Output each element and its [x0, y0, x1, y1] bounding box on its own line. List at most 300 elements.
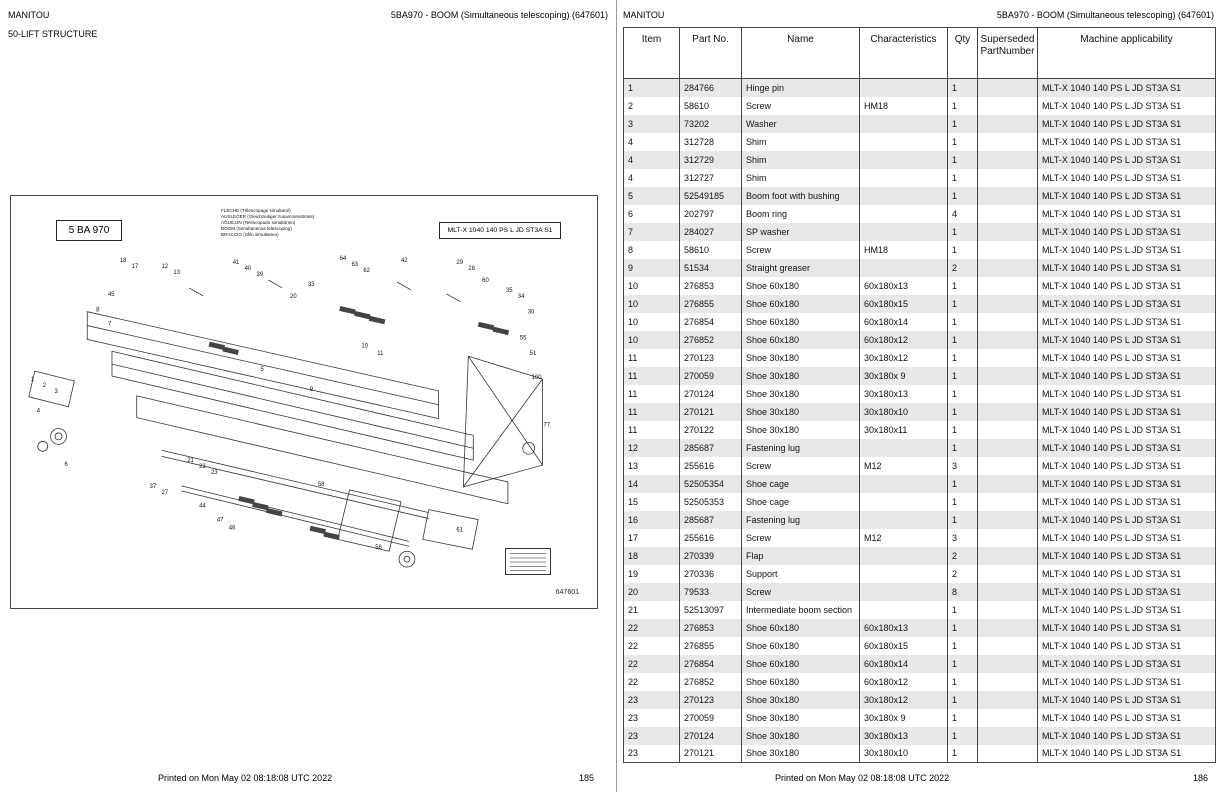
table-row	[624, 673, 1216, 691]
cell-item: 10	[624, 295, 680, 313]
callout-21: 21	[187, 458, 194, 465]
cell-machine-applicability: MLT-X 1040 140 PS L JD ST3A S1	[1038, 205, 1216, 223]
cell-machine-applicability: MLT-X 1040 140 PS L JD ST3A S1	[1038, 709, 1216, 727]
cell-qty: 1	[948, 619, 978, 637]
cell-characteristics	[860, 187, 948, 205]
table-row	[624, 205, 1216, 223]
cell-superseded	[978, 133, 1038, 151]
cell-machine-applicability: MLT-X 1040 140 PS L JD ST3A S1	[1038, 565, 1216, 583]
cell-part-no: 312729	[680, 151, 742, 169]
cell-machine-applicability: MLT-X 1040 140 PS L JD ST3A S1	[1038, 583, 1216, 601]
cell-machine-applicability: MLT-X 1040 140 PS L JD ST3A S1	[1038, 367, 1216, 385]
parts-table	[623, 27, 1216, 763]
cell-machine-applicability: MLT-X 1040 140 PS L JD ST3A S1	[1038, 745, 1216, 763]
cell-name: Shoe 60x180	[742, 619, 860, 637]
cell-part-no: 270059	[680, 367, 742, 385]
callout-63: 63	[351, 262, 359, 269]
callout-40: 40	[244, 266, 252, 273]
cell-characteristics: 60x180x13	[860, 619, 948, 637]
page-number-right: 186	[1192, 773, 1208, 783]
callout-7: 7	[108, 321, 112, 328]
cell-name: Fastening lug	[742, 511, 860, 529]
cell-name: Shim	[742, 151, 860, 169]
cell-qty: 1	[948, 493, 978, 511]
table-row	[624, 97, 1216, 115]
cell-characteristics: HM18	[860, 97, 948, 115]
callout-44: 44	[199, 503, 206, 510]
cell-part-no: 255616	[680, 457, 742, 475]
cell-part-no: 276855	[680, 637, 742, 655]
cell-item: 7	[624, 223, 680, 241]
cell-qty: 1	[948, 169, 978, 187]
table-row	[624, 511, 1216, 529]
cell-item: 10	[624, 331, 680, 349]
callout-28: 28	[468, 266, 475, 273]
cell-qty: 1	[948, 727, 978, 745]
cell-item: 4	[624, 169, 680, 187]
cell-part-no: 284027	[680, 223, 742, 241]
cell-machine-applicability: MLT-X 1040 140 PS L JD ST3A S1	[1038, 727, 1216, 745]
cell-machine-applicability: MLT-X 1040 140 PS L JD ST3A S1	[1038, 673, 1216, 691]
parts-table-body	[624, 79, 1216, 763]
table-row	[624, 691, 1216, 709]
cell-name: Shoe 60x180	[742, 331, 860, 349]
doc-title-right: 5BA970 - BOOM (Simultaneous telescoping) (647601)	[996, 10, 1214, 20]
cell-characteristics: 60x180x14	[860, 313, 948, 331]
cell-superseded	[978, 493, 1038, 511]
table-row	[624, 277, 1216, 295]
cell-qty: 1	[948, 637, 978, 655]
cell-item: 22	[624, 655, 680, 673]
figure-code-box: 5 BA 970	[56, 220, 122, 241]
callout-56: 56	[375, 545, 382, 552]
cell-qty: 1	[948, 277, 978, 295]
callout-34: 34	[517, 293, 525, 300]
cell-superseded	[978, 169, 1038, 187]
cell-characteristics	[860, 547, 948, 565]
cell-part-no: 276854	[680, 313, 742, 331]
table-header-row	[624, 28, 1216, 79]
cell-item: 9	[624, 259, 680, 277]
cell-part-no: 270339	[680, 547, 742, 565]
cell-qty: 4	[948, 205, 978, 223]
cell-machine-applicability: MLT-X 1040 140 PS L JD ST3A S1	[1038, 439, 1216, 457]
table-row	[624, 367, 1216, 385]
cell-qty: 1	[948, 313, 978, 331]
cell-name: Shoe cage	[742, 493, 860, 511]
callout-1: 1	[30, 376, 35, 383]
cell-qty: 3	[948, 457, 978, 475]
cell-machine-applicability: MLT-X 1040 140 PS L JD ST3A S1	[1038, 619, 1216, 637]
cell-name: Shoe 30x180	[742, 745, 860, 763]
cell-superseded	[978, 223, 1038, 241]
cell-item: 23	[624, 745, 680, 763]
col-machine-applicability: Machine applicability	[1038, 28, 1216, 79]
cell-superseded	[978, 295, 1038, 313]
callout-22: 22	[199, 464, 206, 471]
model-applicability-box: MLT-X 1040 140 PS L JD ST3A S1	[439, 222, 561, 239]
cell-machine-applicability: MLT-X 1040 140 PS L JD ST3A S1	[1038, 187, 1216, 205]
cell-part-no: 276855	[680, 295, 742, 313]
cell-name: Shoe cage	[742, 475, 860, 493]
cell-superseded	[978, 691, 1038, 709]
cell-name: Shoe 30x180	[742, 403, 860, 421]
table-row	[624, 313, 1216, 331]
brand-left: MANITOU	[8, 10, 50, 20]
callout-12: 12	[161, 264, 169, 271]
cell-machine-applicability: MLT-X 1040 140 PS L JD ST3A S1	[1038, 151, 1216, 169]
cell-qty: 1	[948, 673, 978, 691]
cell-superseded	[978, 331, 1038, 349]
cell-part-no: 52549185	[680, 187, 742, 205]
cell-characteristics: 30x180x 9	[860, 367, 948, 385]
cell-part-no: 276852	[680, 331, 742, 349]
cell-name: Shoe 60x180	[742, 637, 860, 655]
cell-part-no: 270123	[680, 691, 742, 709]
callout-10: 10	[361, 343, 369, 350]
cell-qty: 1	[948, 655, 978, 673]
cell-characteristics	[860, 115, 948, 133]
cell-qty: 1	[948, 709, 978, 727]
cell-part-no: 276853	[680, 277, 742, 295]
callout-37: 37	[149, 483, 157, 490]
cell-characteristics: 30x180x12	[860, 349, 948, 367]
caption-line-en: BOOM (Simultaneous telescoping)	[221, 225, 292, 231]
cell-characteristics	[860, 259, 948, 277]
caption-line-fr: FLECHE (Télescopage simultané)	[221, 208, 291, 213]
cell-characteristics	[860, 583, 948, 601]
callout-2: 2	[42, 382, 46, 389]
cell-characteristics: 60x180x12	[860, 673, 948, 691]
diagram-callouts	[31, 256, 550, 551]
table-row	[624, 385, 1216, 403]
cell-part-no: 51534	[680, 259, 742, 277]
cell-part-no: 52513097	[680, 601, 742, 619]
table-row	[624, 349, 1216, 367]
cell-name: Shoe 30x180	[742, 349, 860, 367]
caption-line-es: AGUILON (Telescopado simultáneo)	[221, 219, 296, 225]
callout-55: 55	[519, 335, 527, 342]
cell-characteristics: 30x180x13	[860, 727, 948, 745]
cell-item: 4	[624, 133, 680, 151]
cell-qty: 1	[948, 331, 978, 349]
cell-superseded	[978, 421, 1038, 439]
cell-item: 21	[624, 601, 680, 619]
table-row	[624, 403, 1216, 421]
cell-characteristics: 60x180x13	[860, 277, 948, 295]
brand-right: MANITOU	[623, 10, 665, 20]
cell-item: 2	[624, 97, 680, 115]
cell-item: 14	[624, 475, 680, 493]
cell-qty: 1	[948, 223, 978, 241]
cell-qty: 1	[948, 691, 978, 709]
table-row	[624, 619, 1216, 637]
cell-part-no: 52505354	[680, 475, 742, 493]
caption-line-de: AUSLEGER (Gleichzeitiger zusammenstross)	[221, 213, 315, 219]
cell-name: Shim	[742, 133, 860, 151]
cell-machine-applicability: MLT-X 1040 140 PS L JD ST3A S1	[1038, 313, 1216, 331]
cell-qty: 3	[948, 529, 978, 547]
cell-characteristics: 30x180x12	[860, 691, 948, 709]
cell-characteristics	[860, 205, 948, 223]
cell-name: Shoe 30x180	[742, 691, 860, 709]
cell-name: Screw	[742, 241, 860, 259]
callout-20: 20	[290, 293, 297, 300]
assembly-note-box	[505, 548, 551, 575]
cell-machine-applicability: MLT-X 1040 140 PS L JD ST3A S1	[1038, 277, 1216, 295]
callout-6: 6	[64, 462, 68, 469]
cell-superseded	[978, 97, 1038, 115]
col-superseded: Superseded PartNumber	[978, 28, 1038, 79]
table-row	[624, 259, 1216, 277]
cell-characteristics: 60x180x15	[860, 637, 948, 655]
cell-characteristics	[860, 493, 948, 511]
cell-superseded	[978, 403, 1038, 421]
cell-name: Shoe 30x180	[742, 385, 860, 403]
table-row	[624, 79, 1216, 97]
cell-part-no: 52505353	[680, 493, 742, 511]
cell-characteristics	[860, 511, 948, 529]
cell-superseded	[978, 565, 1038, 583]
cell-name: Shoe 60x180	[742, 313, 860, 331]
table-row	[624, 475, 1216, 493]
cell-superseded	[978, 475, 1038, 493]
boom-line-art	[29, 280, 543, 567]
cell-part-no: 270059	[680, 709, 742, 727]
cell-machine-applicability: MLT-X 1040 140 PS L JD ST3A S1	[1038, 133, 1216, 151]
cell-machine-applicability: MLT-X 1040 140 PS L JD ST3A S1	[1038, 241, 1216, 259]
cell-item: 23	[624, 727, 680, 745]
cell-characteristics: 60x180x12	[860, 331, 948, 349]
cell-machine-applicability: MLT-X 1040 140 PS L JD ST3A S1	[1038, 115, 1216, 133]
cell-qty: 1	[948, 367, 978, 385]
cell-machine-applicability: MLT-X 1040 140 PS L JD ST3A S1	[1038, 385, 1216, 403]
cell-qty: 1	[948, 187, 978, 205]
cell-qty: 1	[948, 421, 978, 439]
cell-item: 11	[624, 403, 680, 421]
table-row	[624, 565, 1216, 583]
cell-machine-applicability: MLT-X 1040 140 PS L JD ST3A S1	[1038, 529, 1216, 547]
cell-superseded	[978, 709, 1038, 727]
cell-characteristics: M12	[860, 457, 948, 475]
page-186	[616, 0, 1224, 792]
cell-machine-applicability: MLT-X 1040 140 PS L JD ST3A S1	[1038, 223, 1216, 241]
table-row	[624, 457, 1216, 475]
callout-33: 33	[307, 281, 315, 288]
cell-machine-applicability: MLT-X 1040 140 PS L JD ST3A S1	[1038, 493, 1216, 511]
cell-name: Boom foot with bushing	[742, 187, 860, 205]
doc-number: 647601	[555, 589, 579, 596]
cell-superseded	[978, 385, 1038, 403]
cell-name: Washer	[742, 115, 860, 133]
cell-name: Fastening lug	[742, 439, 860, 457]
cell-name: Shim	[742, 169, 860, 187]
cell-characteristics: 30x180x13	[860, 385, 948, 403]
callout-100: 100	[531, 375, 542, 382]
table-row	[624, 187, 1216, 205]
cell-name: Boom ring	[742, 205, 860, 223]
table-row	[624, 583, 1216, 601]
cell-item: 18	[624, 547, 680, 565]
cell-superseded	[978, 79, 1038, 97]
cell-characteristics: M12	[860, 529, 948, 547]
cell-machine-applicability: MLT-X 1040 140 PS L JD ST3A S1	[1038, 547, 1216, 565]
cell-characteristics	[860, 79, 948, 97]
cell-machine-applicability: MLT-X 1040 140 PS L JD ST3A S1	[1038, 79, 1216, 97]
cell-item: 3	[624, 115, 680, 133]
cell-superseded	[978, 439, 1038, 457]
cell-part-no: 270123	[680, 349, 742, 367]
cell-item: 22	[624, 619, 680, 637]
cell-machine-applicability: MLT-X 1040 140 PS L JD ST3A S1	[1038, 691, 1216, 709]
col-part-no: Part No.	[680, 28, 742, 79]
callout-9: 9	[309, 386, 314, 393]
callout-77: 77	[543, 422, 551, 429]
cell-item: 11	[624, 349, 680, 367]
doc-title-left: 5BA970 - BOOM (Simultaneous telescoping) (647601)	[390, 10, 608, 20]
cell-name: Shoe 60x180	[742, 655, 860, 673]
cell-superseded	[978, 205, 1038, 223]
cell-item: 23	[624, 691, 680, 709]
cell-part-no: 285687	[680, 439, 742, 457]
cell-qty: 1	[948, 475, 978, 493]
cell-part-no: 312728	[680, 133, 742, 151]
cell-qty: 1	[948, 349, 978, 367]
cell-qty: 1	[948, 79, 978, 97]
table-row	[624, 115, 1216, 133]
cell-characteristics	[860, 475, 948, 493]
cell-qty: 8	[948, 583, 978, 601]
cell-name: Intermediate boom section	[742, 601, 860, 619]
cell-name: Shoe 30x180	[742, 727, 860, 745]
cell-machine-applicability: MLT-X 1040 140 PS L JD ST3A S1	[1038, 331, 1216, 349]
table-row	[624, 727, 1216, 745]
callout-51: 51	[529, 351, 537, 358]
cell-qty: 1	[948, 115, 978, 133]
cell-part-no: 270122	[680, 421, 742, 439]
cell-qty: 1	[948, 601, 978, 619]
cell-superseded	[978, 601, 1038, 619]
table-row	[624, 241, 1216, 259]
cell-characteristics	[860, 601, 948, 619]
cell-part-no: 285687	[680, 511, 742, 529]
cell-qty: 1	[948, 241, 978, 259]
cell-part-no: 276853	[680, 619, 742, 637]
cell-item: 1	[624, 79, 680, 97]
cell-machine-applicability: MLT-X 1040 140 PS L JD ST3A S1	[1038, 349, 1216, 367]
cell-item: 20	[624, 583, 680, 601]
callout-5: 5	[260, 367, 264, 374]
table-row	[624, 439, 1216, 457]
cell-machine-applicability: MLT-X 1040 140 PS L JD ST3A S1	[1038, 97, 1216, 115]
cell-superseded	[978, 745, 1038, 763]
cell-machine-applicability: MLT-X 1040 140 PS L JD ST3A S1	[1038, 403, 1216, 421]
cell-characteristics	[860, 151, 948, 169]
table-row	[624, 223, 1216, 241]
cell-part-no: 312727	[680, 169, 742, 187]
cell-superseded	[978, 583, 1038, 601]
cell-name: Shoe 60x180	[742, 673, 860, 691]
cell-superseded	[978, 259, 1038, 277]
cell-qty: 1	[948, 403, 978, 421]
cell-item: 4	[624, 151, 680, 169]
callout-45: 45	[108, 291, 115, 298]
col-item: Item	[624, 28, 680, 79]
cell-part-no: 270336	[680, 565, 742, 583]
table-row	[624, 637, 1216, 655]
printed-on-left: Printed on Mon May 02 08:18:08 UTC 2022	[158, 773, 333, 783]
cell-superseded	[978, 313, 1038, 331]
cell-item: 11	[624, 385, 680, 403]
cell-characteristics: 60x180x14	[860, 655, 948, 673]
caption-line-it: BRACCIO (Sfilo simultaneo)	[221, 231, 279, 237]
cell-qty: 1	[948, 151, 978, 169]
cell-name: Shoe 30x180	[742, 709, 860, 727]
callout-41: 41	[232, 260, 240, 267]
cell-characteristics: 30x180x10	[860, 403, 948, 421]
cell-machine-applicability: MLT-X 1040 140 PS L JD ST3A S1	[1038, 655, 1216, 673]
cell-characteristics	[860, 223, 948, 241]
cell-machine-applicability: MLT-X 1040 140 PS L JD ST3A S1	[1038, 169, 1216, 187]
cell-item: 22	[624, 637, 680, 655]
callout-29: 29	[456, 260, 464, 267]
cell-qty: 1	[948, 295, 978, 313]
cell-item: 12	[624, 439, 680, 457]
cell-machine-applicability: MLT-X 1040 140 PS L JD ST3A S1	[1038, 259, 1216, 277]
cell-machine-applicability: MLT-X 1040 140 PS L JD ST3A S1	[1038, 637, 1216, 655]
callout-46: 46	[228, 525, 236, 532]
cell-name: Screw	[742, 457, 860, 475]
cell-superseded	[978, 151, 1038, 169]
cell-item: 17	[624, 529, 680, 547]
cell-superseded	[978, 547, 1038, 565]
cell-characteristics	[860, 565, 948, 583]
cell-qty: 1	[948, 97, 978, 115]
cell-name: SP washer	[742, 223, 860, 241]
cell-name: Shoe 30x180	[742, 421, 860, 439]
cell-name: Flap	[742, 547, 860, 565]
col-characteristics: Characteristics	[860, 28, 948, 79]
callout-39: 39	[256, 272, 264, 279]
cell-name: Screw	[742, 529, 860, 547]
cell-part-no: 276852	[680, 673, 742, 691]
cell-machine-applicability: MLT-X 1040 140 PS L JD ST3A S1	[1038, 601, 1216, 619]
cell-part-no: 270124	[680, 727, 742, 745]
cell-qty: 2	[948, 547, 978, 565]
table-row	[624, 169, 1216, 187]
col-name: Name	[742, 28, 860, 79]
cell-qty: 1	[948, 385, 978, 403]
cell-name: Support	[742, 565, 860, 583]
cell-item: 15	[624, 493, 680, 511]
cell-superseded	[978, 349, 1038, 367]
callout-42: 42	[401, 258, 408, 265]
cell-superseded	[978, 673, 1038, 691]
cell-superseded	[978, 637, 1038, 655]
cell-part-no: 58610	[680, 241, 742, 259]
cell-superseded	[978, 187, 1038, 205]
cell-characteristics	[860, 169, 948, 187]
cell-name: Straight greaser	[742, 259, 860, 277]
cell-machine-applicability: MLT-X 1040 140 PS L JD ST3A S1	[1038, 457, 1216, 475]
cell-part-no: 79533	[680, 583, 742, 601]
cell-superseded	[978, 277, 1038, 295]
cell-superseded	[978, 367, 1038, 385]
callout-60: 60	[482, 278, 489, 284]
cell-part-no: 270124	[680, 385, 742, 403]
cell-item: 16	[624, 511, 680, 529]
callout-35: 35	[505, 287, 513, 294]
